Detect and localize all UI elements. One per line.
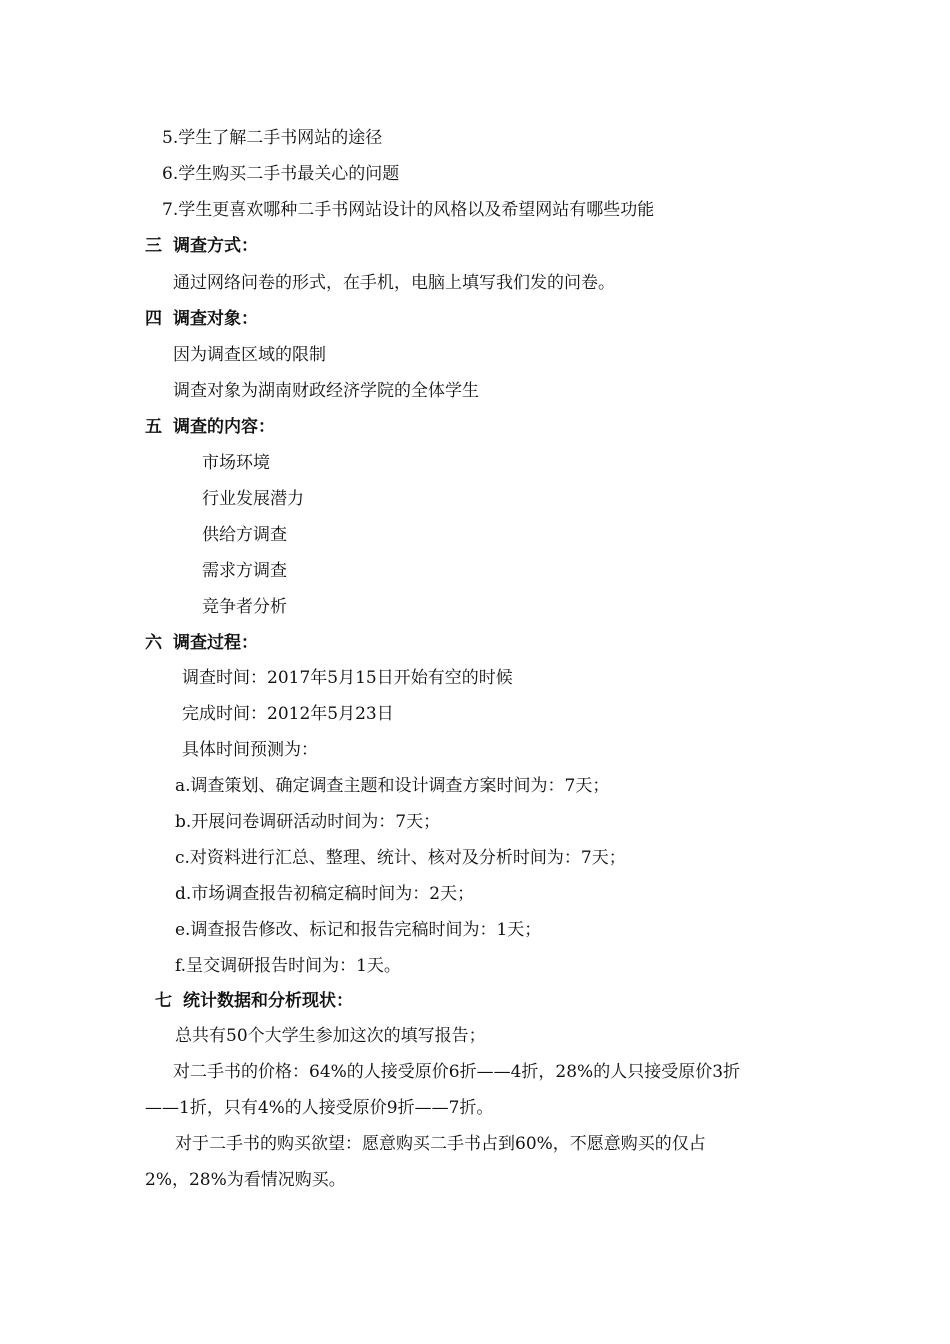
list-item: 5.学生了解二手书网站的途径: [162, 128, 383, 148]
section-title: 统计数据和分析现状：: [183, 991, 353, 1011]
section-number: 五: [145, 417, 162, 437]
list-item: c.对资料进行汇总、整理、统计、核对及分析时间为：7天；: [175, 848, 626, 868]
list-item: e.调查报告修改、标记和报告完稿时间为：1天；: [175, 920, 542, 940]
paragraph-line: 2%，28%为看情况购买。: [145, 1170, 346, 1190]
paragraph-line: 因为调查区域的限制: [173, 345, 326, 365]
list-item: 竞争者分析: [202, 597, 287, 617]
section-number: 四: [145, 309, 162, 329]
section-title: 调查过程：: [173, 633, 258, 653]
paragraph-line: 对二手书的价格：64%的人接受原价6折——4折，28%的人只接受原价3折: [173, 1062, 741, 1082]
list-item: 6.学生购买二手书最关心的问题: [162, 164, 400, 184]
section-title: 调查方式：: [173, 236, 258, 256]
list-item: f.呈交调研报告时间为：1天。: [175, 956, 401, 976]
section-number: 七: [155, 991, 172, 1011]
list-item: 市场环境: [202, 453, 270, 473]
paragraph-line: 通过网络问卷的形式，在手机，电脑上填写我们发的问卷。: [173, 273, 615, 293]
section-number: 三: [145, 236, 162, 256]
section-title: 调查的内容：: [173, 417, 275, 437]
section-title: 调查对象：: [173, 309, 258, 329]
list-item: 供给方调查: [202, 525, 287, 545]
section-heading-stats: [155, 990, 353, 1012]
paragraph-line: 完成时间：2012年5月23日: [182, 704, 394, 724]
section-heading-process: [145, 632, 258, 654]
paragraph-line: 调查时间：2017年5月15日开始有空的时候: [182, 668, 513, 688]
section-heading-method: [145, 235, 258, 257]
section-number: 六: [145, 633, 162, 653]
paragraph-line: 具体时间预测为：: [182, 740, 318, 760]
paragraph-line: 总共有50个大学生参加这次的填写报告；: [175, 1026, 486, 1046]
section-heading-content: [145, 416, 275, 438]
section-heading-subjects: [145, 308, 258, 330]
paragraph-line: 调查对象为湖南财政经济学院的全体学生: [173, 381, 479, 401]
list-item: 7.学生更喜欢哪种二手书网站设计的风格以及希望网站有哪些功能: [162, 200, 655, 220]
list-item: b.开展问卷调研活动时间为：7天；: [175, 812, 441, 832]
list-item: 行业发展潜力: [202, 489, 304, 509]
list-item: 需求方调查: [202, 561, 287, 581]
list-item: d.市场调查报告初稿定稿时间为：2天；: [175, 884, 475, 904]
paragraph-line: ——1折，只有4%的人接受原价9折——7折。: [145, 1098, 494, 1118]
paragraph-line: 对于二手书的购买欲望：愿意购买二手书占到60%，不愿意购买的仅占: [175, 1134, 706, 1154]
list-item: a.调查策划、确定调查主题和设计调查方案时间为：7天；: [175, 776, 610, 796]
